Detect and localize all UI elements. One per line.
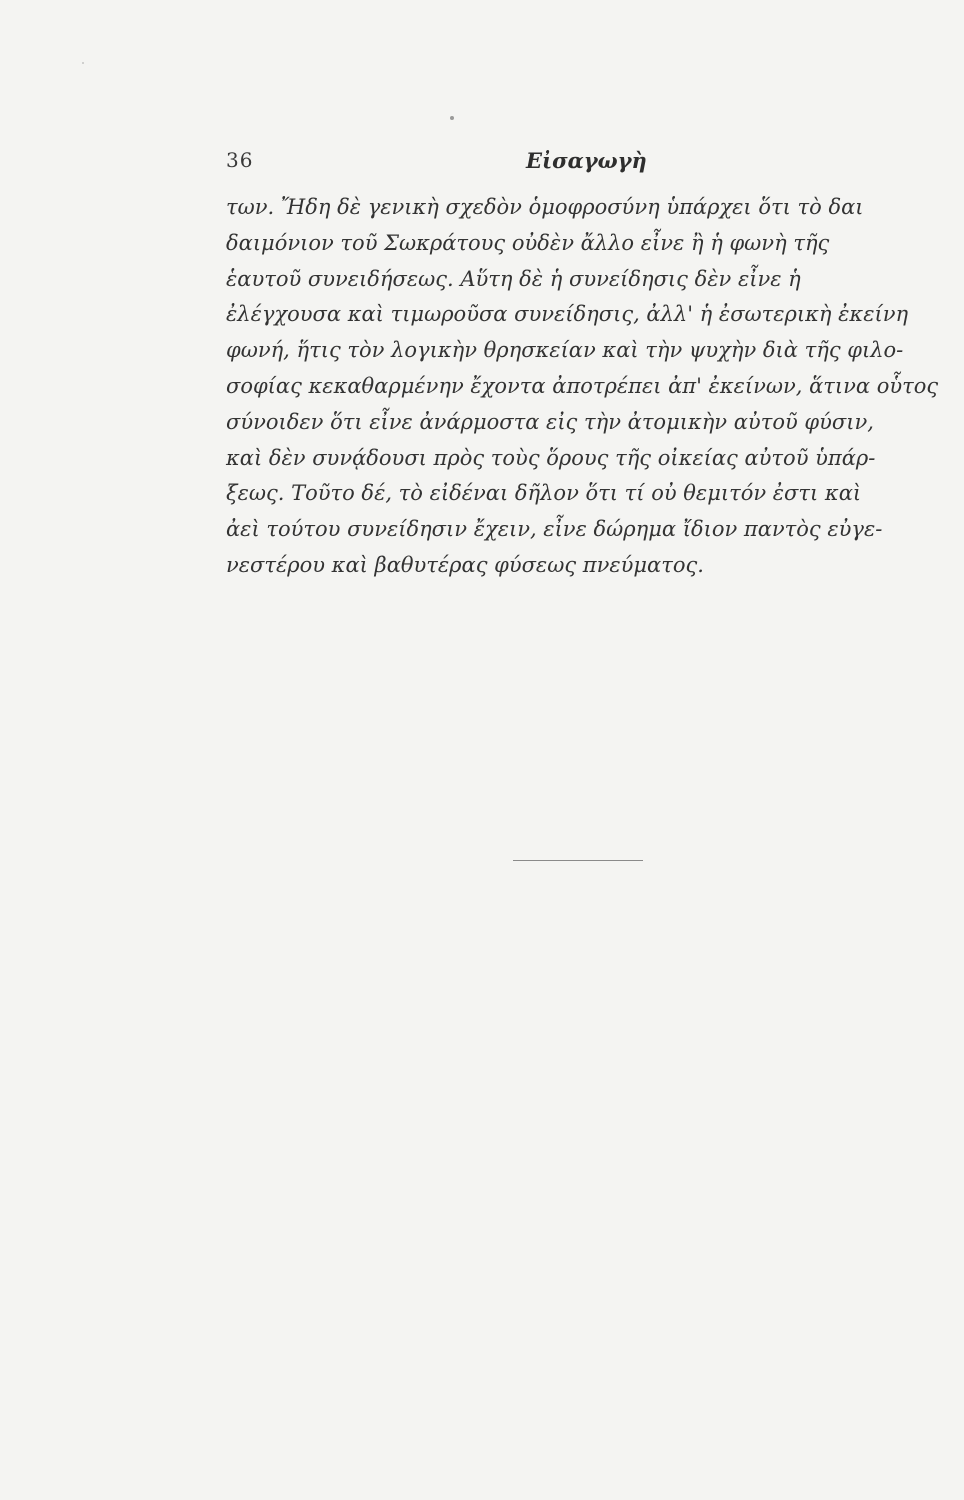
text-line: φωνή, ἥτις τὸν λογικὴν θρησκείαν καὶ τὴν ψυχὴν διὰ τῆς φιλο- [226, 338, 904, 363]
paper-speck [450, 116, 454, 120]
section-divider [513, 860, 643, 861]
text-line: ἐλέγχουσα καὶ τιμωροῦσα συνείδησις, ἀλλ' ἡ ἐσωτερικὴ ἐκείνη [226, 302, 909, 327]
page-number: 36 [226, 148, 254, 172]
text-line: σύνοιδεν ὅτι εἶνε ἀνάρμοστα εἰς τὴν ἀτομικὴν αὐτοῦ φύσιν, [226, 409, 874, 434]
text-line: ἀεὶ τούτου συνείδησιν ἔχειν, εἶνε δώρημα ἴδιον παντὸς εὐγε- [226, 517, 883, 542]
paper-speck [82, 62, 84, 64]
page-header [226, 148, 728, 178]
text-line: των. Ἤδη δὲ γενικὴ σχεδὸν ὁμοφροσύνη ὑπάρχει ὅτι τὸ δαι [226, 195, 864, 219]
text-line: καὶ δὲν συνᾴδουσι πρὸς τοὺς ὅρους τῆς οἰκείας αὐτοῦ ὑπάρ- [226, 445, 876, 470]
text-line: σοφίας κεκαθαρμένην ἔχοντα ἀποτρέπει ἀπ' ἐκείνων, ἅτινα οὗτος [226, 373, 939, 398]
text-line: δαιμόνιον τοῦ Σωκράτους οὐδὲν ἄλλο εἶνε ἢ ἡ φωνὴ τῆς [226, 230, 830, 255]
body-paragraph [226, 190, 939, 584]
text-line: ξεως. Τοῦτο δέ, τὸ εἰδέναι δῆλον ὅτι τί οὐ θεμιτόν ἐστι καὶ [226, 481, 862, 506]
text-line: ἑαυτοῦ συνειδήσεως. Αὕτη δὲ ἡ συνείδησις δὲν εἶνε ἡ [226, 266, 801, 291]
running-title: Εἰσαγωγὴ [526, 148, 647, 173]
text-line: νεστέρου καὶ βαθυτέρας φύσεως πνεύματος. [226, 552, 704, 577]
